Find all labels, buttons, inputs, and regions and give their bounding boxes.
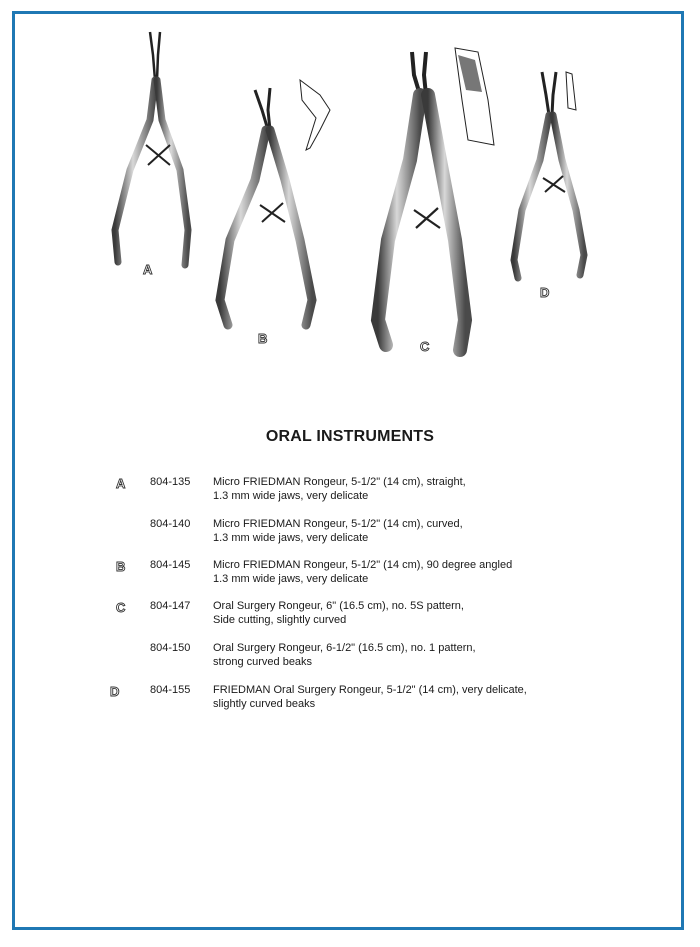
rongeur-c-icon — [378, 48, 494, 350]
item-description — [213, 518, 593, 545]
item-description — [213, 476, 593, 503]
figure-label-b: B — [258, 331, 268, 346]
list-item — [0, 559, 700, 593]
item-desc-line2: Side cutting, slightly curved — [213, 613, 347, 626]
list-item — [0, 476, 700, 510]
item-code: 804-150 — [150, 642, 191, 654]
item-desc-line2: 1.3 mm wide jaws, very delicate — [213, 572, 369, 585]
item-letter: A — [116, 476, 126, 491]
item-letter: C — [116, 600, 126, 615]
figure-label-c: C — [420, 339, 430, 354]
list-item — [0, 684, 700, 718]
item-code: 804-135 — [150, 476, 191, 488]
item-desc-line1: Oral Surgery Rongeur, 6-1/2" (16.5 cm), no. 1 pattern, — [213, 642, 476, 654]
item-description — [213, 642, 593, 669]
list-item — [0, 518, 700, 552]
item-description — [213, 559, 593, 586]
figure-label-a: A — [143, 262, 153, 277]
rongeur-d-icon — [514, 72, 584, 278]
item-desc-line2: 1.3 mm wide jaws, very delicate — [213, 489, 369, 502]
list-item — [0, 600, 700, 634]
list-item — [0, 642, 700, 676]
item-code: 804-155 — [150, 684, 191, 696]
item-desc-line2: slightly curved beaks — [213, 697, 316, 710]
item-desc-line2: strong curved beaks — [213, 655, 313, 668]
rongeur-a-icon — [115, 32, 188, 265]
item-desc-line1: Oral Surgery Rongeur, 6" (16.5 cm), no. 5S pattern, — [213, 600, 464, 612]
item-letter: B — [116, 559, 126, 574]
item-description — [213, 600, 593, 627]
rongeur-b-icon — [220, 80, 330, 325]
item-desc-line2: 1.3 mm wide jaws, very delicate — [213, 531, 369, 544]
item-letter: D — [110, 684, 120, 699]
instrument-illustrations — [0, 0, 700, 370]
item-code: 804-140 — [150, 518, 191, 530]
figure-label-d: D — [540, 285, 550, 300]
page-title: ORAL INSTRUMENTS — [265, 428, 435, 445]
item-desc-line1: Micro FRIEDMAN Rongeur, 5-1/2" (14 cm), straight, — [213, 476, 466, 488]
item-code: 804-145 — [150, 559, 191, 571]
item-desc-line1: Micro FRIEDMAN Rongeur, 5-1/2" (14 cm), 90 degree angled — [213, 559, 513, 571]
item-desc-line1: Micro FRIEDMAN Rongeur, 5-1/2" (14 cm), curved, — [213, 518, 463, 530]
item-description — [213, 684, 593, 711]
item-code: 804-147 — [150, 600, 191, 612]
item-desc-line1: FRIEDMAN Oral Surgery Rongeur, 5-1/2" (14 cm), very delicate, — [213, 684, 527, 696]
